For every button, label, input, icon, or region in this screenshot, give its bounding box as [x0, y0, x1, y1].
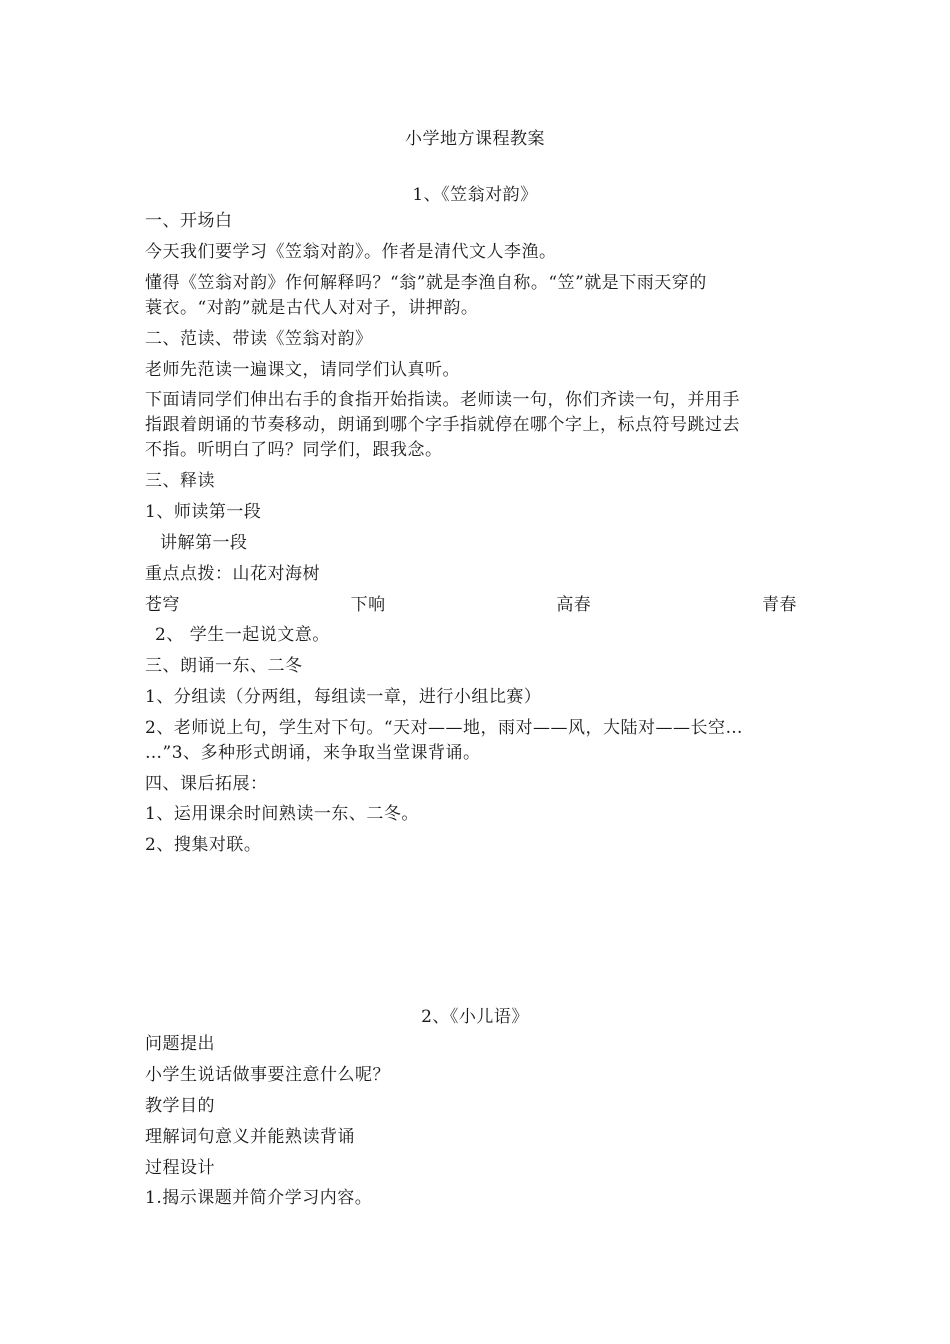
paragraph-line: 下面请同学们伸出右手的食指开始指读。老师读一句，你们齐读一句，并用手 — [145, 390, 740, 410]
document-title: 小学地方课程教案 — [405, 129, 545, 149]
word: 下响 — [350, 595, 386, 615]
section-question-title: 问题提出 — [145, 1034, 215, 1054]
paragraph-line: 指跟着朗诵的节奏移动，朗诵到哪个字手指就停在哪个字上，标点符号跳过去 — [145, 415, 740, 435]
list-item: 1.揭示课题并简介学习内容。 — [145, 1188, 373, 1208]
paragraph: 老师先范读一遍课文，请同学们认真听。 — [145, 360, 460, 380]
word: 苍穹 — [145, 595, 180, 615]
list-item: 2、搜集对联。 — [145, 835, 262, 855]
list-subitem: 讲解第一段 — [160, 533, 248, 553]
section-interpret-title: 三、释读 — [145, 471, 215, 491]
word-row — [145, 592, 797, 618]
section-reading-title: 二、范读、带读《笠翁对韵》 — [145, 329, 373, 349]
list-item: 2、 学生一起说文意。 — [155, 625, 330, 645]
paragraph: 小学生说话做事要注意什么呢？ — [145, 1065, 390, 1085]
paragraph-line: 蓑衣。“对韵”就是古代人对对子，讲押韵。 — [145, 298, 479, 318]
section-process-title: 过程设计 — [145, 1158, 215, 1178]
lesson1-heading: 1、《笠翁对韵》 — [412, 185, 538, 205]
paragraph-line: 懂得《笠翁对韵》作何解释吗？“翁”就是李渔自称。“笠”就是下雨天穿的 — [145, 273, 707, 293]
paragraph-line: 不指。听明白了吗？同学们，跟我念。 — [145, 440, 443, 460]
section-recite-title: 三、朗诵一东、二冬 — [145, 656, 303, 676]
paragraph: 今天我们要学习《笠翁对韵》。作者是清代文人李渔。 — [145, 242, 557, 262]
list-item: 1、分组读（分两组，每组读一章，进行小组比赛） — [145, 687, 542, 707]
word: 高春 — [556, 595, 592, 615]
lesson2-heading: 2、《小儿语》 — [421, 1007, 529, 1027]
section-goal-title: 教学目的 — [145, 1096, 215, 1116]
list-item-line: …”3、多种形式朗诵，来争取当堂课背诵。 — [145, 743, 481, 763]
paragraph: 理解词句意义并能熟读背诵 — [145, 1127, 355, 1147]
list-item-line: 2、老师说上句，学生对下句。“天对——地，雨对——风，大陆对——长空… — [145, 718, 744, 738]
key-point: 重点点拨：山花对海树 — [145, 564, 320, 584]
section-extension-title: 四、课后拓展： — [145, 774, 268, 794]
list-item: 1、运用课余时间熟读一东、二冬。 — [145, 804, 419, 824]
section-opening-title: 一、开场白 — [145, 211, 233, 231]
word: 青春 — [761, 595, 797, 615]
list-item: 1、师读第一段 — [145, 502, 262, 522]
